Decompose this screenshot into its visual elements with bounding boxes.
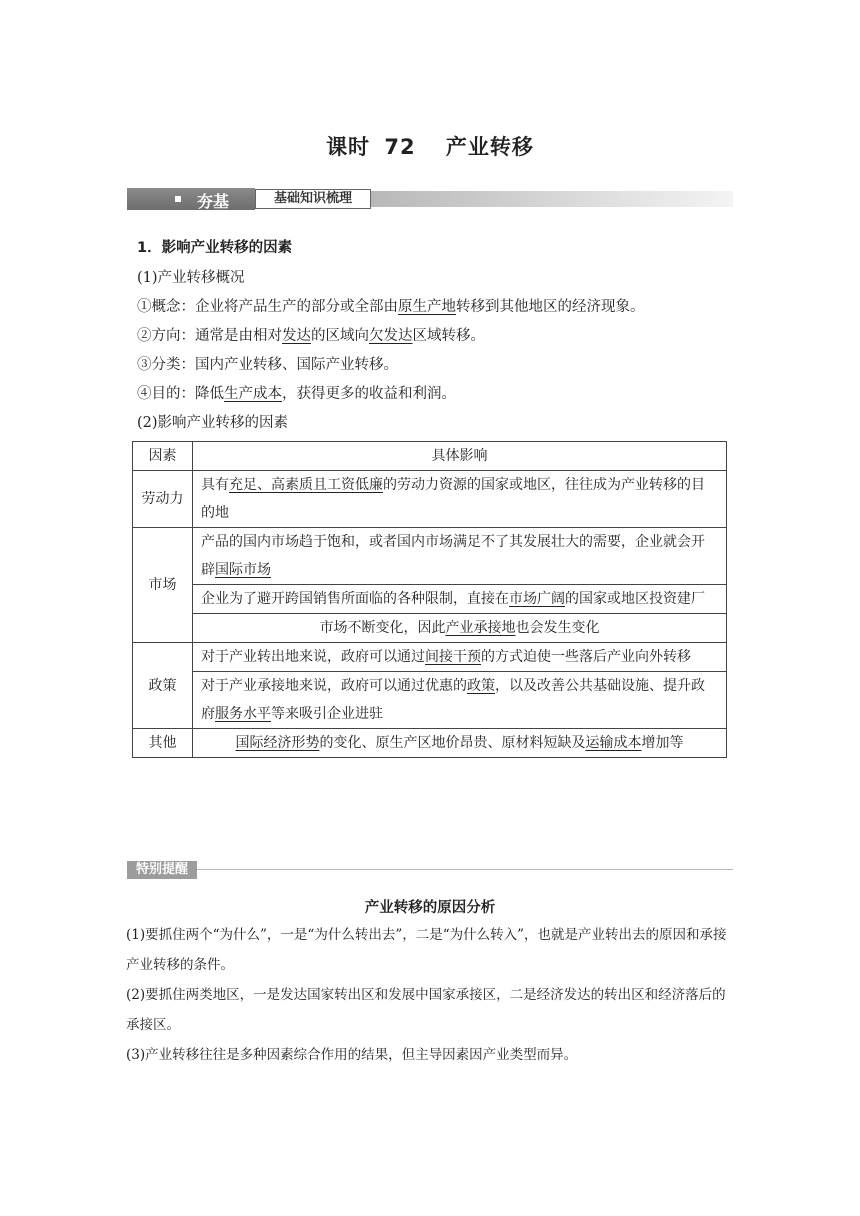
item-purpose-blank: 生产成本 — [224, 386, 282, 402]
impact-text: 的方式迫使一些落后产业向外转移 — [481, 649, 691, 665]
tip-title: 产业转移的原因分析 — [364, 900, 496, 916]
impact-labor — [193, 471, 727, 528]
title-name: 产业转移 — [445, 135, 534, 159]
title-number: 72 — [384, 135, 416, 159]
table-row — [133, 614, 727, 643]
item-purpose-text: ④目的：降低 — [137, 386, 224, 402]
item-direction — [137, 324, 485, 345]
banner-gradient-bar — [371, 191, 733, 207]
banner-label: 基础知识梳理 — [255, 189, 371, 209]
impact-blank: 政策 — [467, 678, 495, 694]
banner-tag: 夯基 — [197, 192, 230, 211]
impact-policy-1 — [193, 643, 727, 672]
table-row — [133, 729, 727, 758]
impact-text: 增加等 — [641, 735, 684, 751]
tip-paragraph-1: (1)要抓住两个“为什么”，一是“为什么转出去”，二是“为什么转入”，也就是产业转出去的原因和承接产业转移的条件。 — [126, 927, 727, 973]
impact-text: 具有 — [201, 477, 229, 493]
impact-text: 对于产业转出地来说，政府可以通过 — [201, 649, 425, 665]
table-row — [133, 585, 727, 614]
impact-text: ，以及改善公共基础设施、提升政府 — [201, 678, 705, 722]
heading-factors: 1．影响产业转移的因素 — [137, 240, 293, 256]
sub-heading-factors: (2)影响产业转移的因素 — [137, 415, 289, 431]
factor-policy: 政策 — [133, 643, 193, 729]
impact-blank: 产业承接地 — [445, 620, 516, 636]
impact-text: 市场不断变化，因此 — [319, 620, 446, 636]
tip-paragraph-2: (2)要抓住两类地区，一是发达国家转出区和发展中国家承接区，二是经济发达的转出区和经济落后的承接区。 — [126, 987, 726, 1033]
factor-market: 市场 — [133, 528, 193, 643]
table-row — [133, 471, 727, 528]
tip-label: 特别提醒 — [127, 861, 197, 879]
impact-blank: 间接干预 — [425, 649, 481, 665]
factor-labor: 劳动力 — [133, 471, 193, 528]
header-factor: 因素 — [133, 442, 193, 471]
factors-table — [132, 441, 727, 758]
item-concept-text: ①概念：企业将产品生产的部分或全部由 — [137, 299, 398, 315]
table-row — [133, 672, 727, 729]
item-concept — [137, 295, 645, 316]
section-banner — [127, 188, 733, 210]
impact-text: 对于产业承接地来说，政府可以通过优惠的 — [201, 678, 467, 694]
header-impact: 具体影响 — [193, 442, 727, 471]
impact-text: 的国家或地区投资建厂 — [565, 591, 705, 607]
table-row — [133, 643, 727, 672]
item-direction-blank-2: 欠发达 — [369, 328, 413, 344]
item-direction-text: ②方向：通常是由相对 — [137, 328, 282, 344]
item-direction-text-mid: 的区域向 — [311, 328, 369, 344]
sub-heading-overview: (1)产业转移概况 — [137, 270, 245, 286]
impact-blank: 国际市场 — [215, 562, 271, 578]
item-direction-blank-1: 发达 — [282, 328, 311, 344]
item-concept-blank: 原生产地 — [398, 299, 456, 315]
impact-market-2 — [193, 585, 727, 614]
impact-text: 企业为了避开跨国销售所面临的各种限制，直接在 — [201, 591, 509, 607]
impact-other — [193, 729, 727, 758]
banner-tag-block — [127, 188, 255, 210]
impact-market-1 — [193, 528, 727, 585]
tip-divider — [197, 869, 733, 870]
item-purpose — [137, 382, 456, 403]
square-bullet-icon — [175, 196, 181, 202]
page-title — [0, 131, 860, 161]
impact-text: 的劳动力资源的国家或地区，往往成为产业转移的目的地 — [201, 477, 705, 521]
impact-market-3 — [193, 614, 727, 643]
item-direction-text-end: 区域转移。 — [412, 328, 485, 344]
tip-banner — [127, 861, 733, 879]
impact-text: 的变化、原生产区地价昂贵、原材料短缺及 — [319, 735, 586, 751]
tip-paragraph-3: (3)产业转移往往是多种因素综合作用的结果，但主导因素因产业类型而异。 — [126, 1047, 578, 1063]
impact-blank: 服务水平 — [215, 706, 271, 722]
impact-blank: 充足、高素质且工资低廉 — [229, 477, 383, 493]
impact-blank: 运输成本 — [585, 735, 642, 751]
impact-policy-2 — [193, 672, 727, 729]
impact-blank: 国际经济形势 — [235, 735, 320, 751]
item-concept-text-end: 转移到其他地区的经济现象。 — [456, 299, 645, 315]
factor-other: 其他 — [133, 729, 193, 758]
title-prefix: 课时 — [326, 135, 371, 159]
table-header-row — [133, 442, 727, 471]
impact-text: 产品的国内市场趋于饱和，或者国内市场满足不了其发展壮大的需要，企业就会开辟 — [201, 534, 705, 578]
impact-blank: 市场广阔 — [509, 591, 565, 607]
impact-text: 也会发生变化 — [515, 620, 600, 636]
table-row — [133, 528, 727, 585]
item-classification: ③分类：国内产业转移、国际产业转移。 — [137, 357, 398, 373]
impact-text: 等来吸引企业进驻 — [271, 706, 383, 722]
item-purpose-text-end: ，获得更多的收益和利润。 — [282, 386, 456, 402]
